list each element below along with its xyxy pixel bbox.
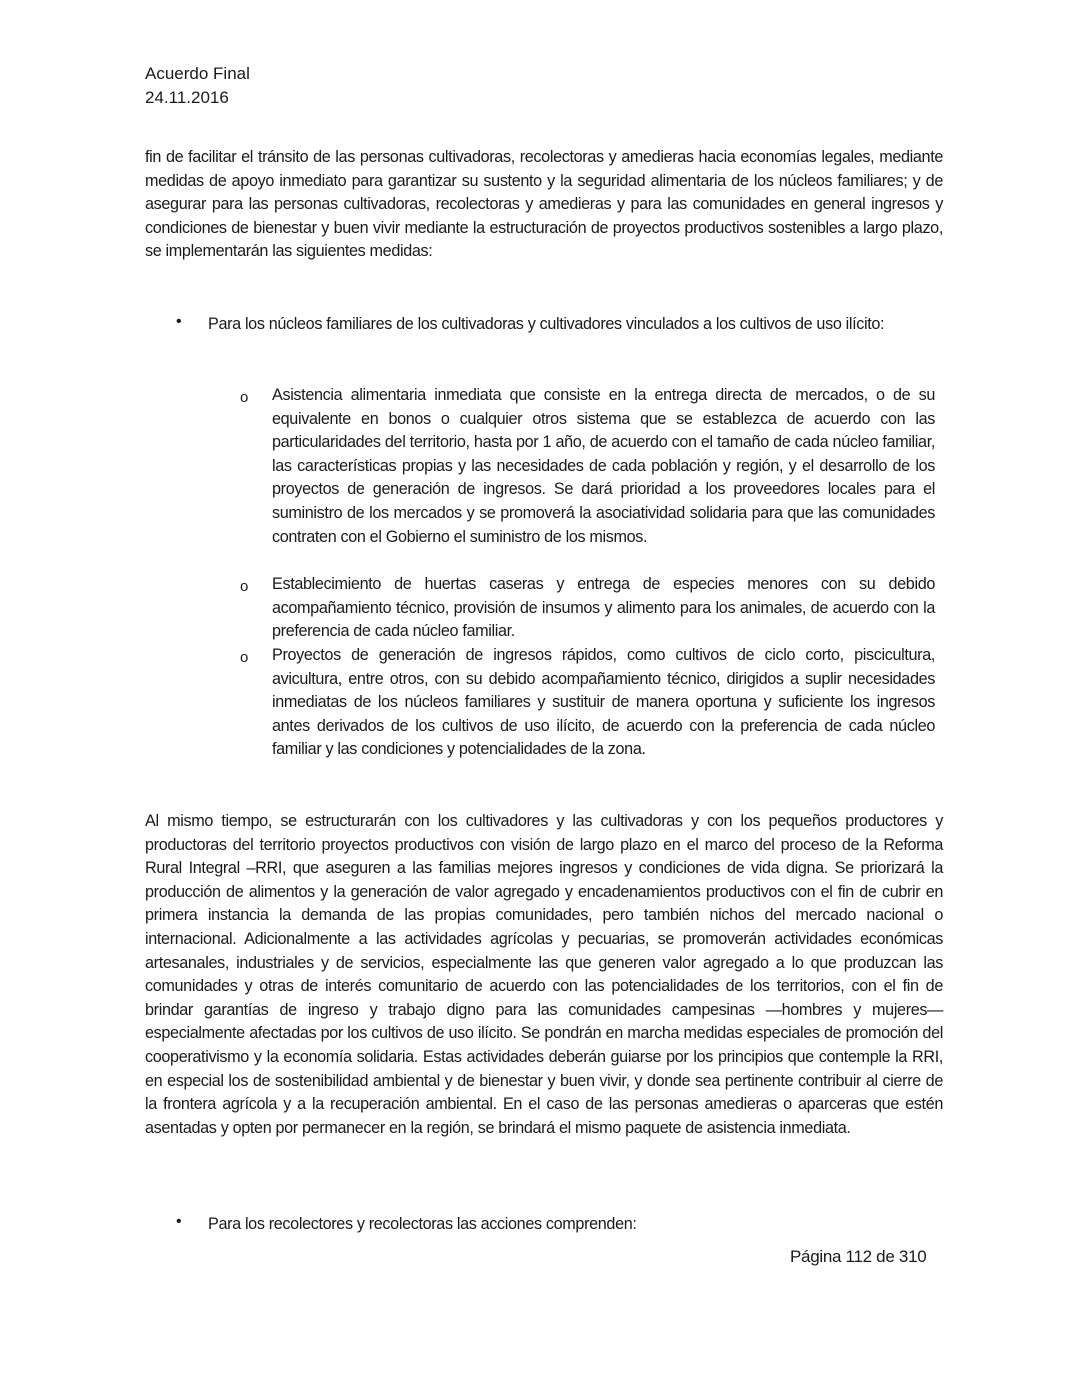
intro-paragraph: fin de facilitar el tránsito de las personas cultivadoras, recolectoras y amedieras hacia economías legales, mediante medidas de apoyo inmediato para garantizar su sustento y la seguridad alimentaria de los núcleos familiares; y de asegurar para las personas cultivadoras, recolectoras y amedieras y para las comunidades en general ingresos y condiciones de bienestar y buen vivir mediante la estructuración de proyectos productivos sostenibles a largo plazo, se implementarán las siguientes medidas: bbox=[145, 148, 943, 261]
hollow-bullet-icon: o bbox=[240, 578, 249, 595]
long-term-projects-paragraph: Al mismo tiempo, se estructurarán con los cultivadores y las cultivadoras y con los pequeños productores y productoras del territorio proyectos productivos con visión de largo plazo en el marco del proceso de la Reforma Rural Integral –RRI, que aseguren a las familias mejores ingresos y condiciones de vida digna. Se priorizará la producción de alimentos y la generación de valor agregado y encadenamientos productivos con el fin de cubrir en primera instancia la demanda de las propias comunidades, pero también nichos del mercado nacional o internacional. Adicionalmente a las actividades agrícolas y pecuarias, se promoverán actividades económicas artesanales, industriales y de servicios, especialmente las que generen valor agregado a lo que produzcan las comunidades y otras de interés comunitario de acuerdo con las potencialidades de los territorios, con el fin de brindar garantías de ingreso y trabajo digno para las comunidades campesinas —hombres y mujeres— especialmente afectadas por los cultivos de uso ilícito. Se pondrán en marcha medidas especiales de promoción del cooperativismo y la economía solidaria. Estas actividades deberán guiarse por los principios que contemple la RRI, en especial los de sostenibilidad ambiental y de bienestar y buen vivir, y donde sea pertinente contribuir al cierre de la frontera agrícola y a la recuperación ambiental. En el caso de las personas amedieras o aparceras que estén asentadas y opten por permanecer en la región, se brindará el mismo paquete de asistencia inmediata. bbox=[145, 812, 943, 1137]
subitem-food-assistance: Asistencia alimentaria inmediata que consiste en la entrega directa de mercados, o de su equivalente en bonos o cualquier otros sistema que se establezca de acuerdo con las particularidades del territorio, hasta por 1 año, de acuerdo con el tamaño de cada núcleo familiar, las características propias y las necesidades de cada población y región, y el desarrollo de los proyectos de generación de ingresos. Se dará prioridad a los proveedores locales para el suministro de los mercados y se promoverá la asociatividad solidaria para que las comunidades contraten con el Gobierno el suministro de los mismos. bbox=[272, 386, 935, 546]
document-title: Acuerdo Final bbox=[145, 64, 250, 83]
subitem-income-projects: Proyectos de generación de ingresos rápidos, como cultivos de ciclo corto, piscicultura, avicultura, entre otros, con su debido acompañamiento técnico, dirigidos a suplir necesidades inmediatas de los núcleos familiares y sustituir de manera oportuna y suficiente los ingresos antes derivados de los cultivos de uso ilícito, de acuerdo con la preferencia de cada núcleo familiar y las condiciones y potencialidades de la zona. bbox=[272, 646, 935, 759]
document-date: 24.11.2016 bbox=[145, 88, 229, 107]
bullet-item-cultivators: Para los núcleos familiares de los cultivadoras y cultivadores vinculados a los cultivos de uso ilícito: bbox=[208, 315, 885, 333]
page-number: Página 112 de 310 bbox=[790, 1247, 927, 1266]
subitem-home-gardens: Establecimiento de huertas caseras y entrega de especies menores con su debido acompañamiento técnico, provisión de insumos y alimento para los animales, de acuerdo con la preferencia de cada núcleo familiar. bbox=[272, 575, 935, 641]
hollow-bullet-icon: o bbox=[240, 649, 249, 666]
bullet-icon: • bbox=[176, 1213, 182, 1230]
hollow-bullet-icon: o bbox=[240, 389, 249, 406]
document-header bbox=[145, 62, 250, 110]
bullet-item-collectors: Para los recolectores y recolectoras las acciones comprenden: bbox=[208, 1215, 637, 1233]
bullet-icon: • bbox=[176, 313, 182, 330]
